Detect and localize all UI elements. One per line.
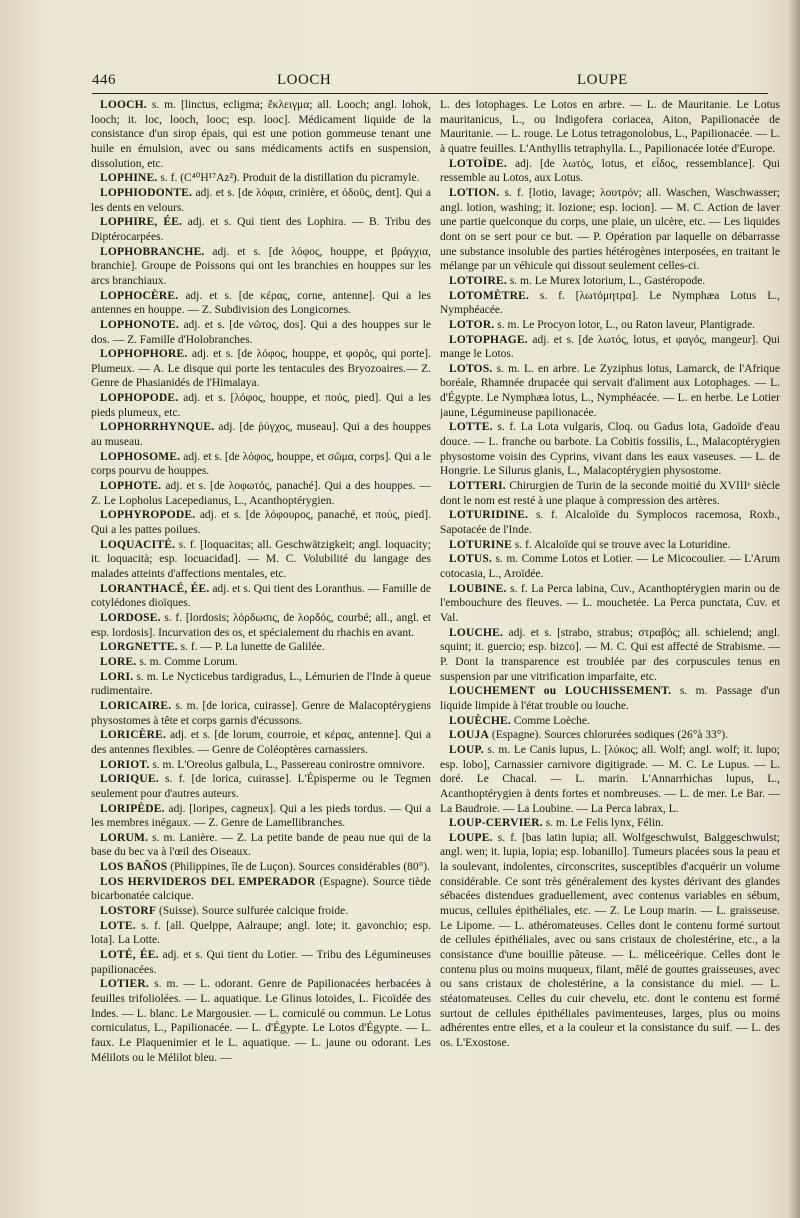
entry-headword: LOTOIRE. [449, 274, 507, 287]
entry-definition: s. m. [linctus, ecligma; ἔκλειγμα; all. Looch; angl. lohok, looch; it. loc, looch, looc; esp. looc]. Médicament liquide de la consistance d'un sirop épais, qui est une potion gommeuse tenant une huile en émulsion, avec ou sans médicaments actifs en suspension, dissolution, etc. [91, 99, 431, 170]
entry-headword: LOPHYROPODE. [100, 509, 196, 522]
dictionary-entry [440, 626, 780, 685]
entry-headword: LORE. [100, 655, 137, 668]
entry-headword: LOTOÏDE. [449, 157, 507, 170]
entry-definition: (Espagne). Sources chlorurées sodiques (26°à 33°). [491, 729, 729, 742]
dictionary-entry [91, 611, 431, 640]
entry-headword: LORIQUE. [100, 773, 159, 786]
entry-definition: s. f. Alcaloïde qui se trouve avec la Loturidine. [514, 538, 731, 551]
entry-definition: adj. et s. [de lorum, courroie, et κέρας, antenne]. Qui a des antennes flexibles. — Genre de Coléoptères carnassiers. [91, 729, 431, 756]
dictionary-entry [91, 919, 431, 948]
entry-definition: (Suisse). Source sulfurée calcique froide. [159, 905, 349, 918]
entry-headword: LOPHOSOME. [100, 450, 181, 463]
dictionary-entry [440, 98, 780, 157]
entry-headword: LOUBINE. [449, 582, 507, 595]
entry-headword: LOPHINE. [100, 172, 158, 185]
entry-headword: LORUM. [100, 831, 149, 844]
entry-definition: adj. [de λωτός, lotus, et εἶδος, ressemblance]. Qui ressemble au Lotos, aux Lotus. [440, 157, 780, 185]
entry-headword: LOS HERVIDEROS DEL EMPERADOR [100, 875, 316, 888]
entry-definition: s. f. La Lota vulgaris, Cloq. ou Gadus lota, Gadoïde d'eau douce. — L. franche ou barbote. La Cobitis fossilis, L., Malacoptérygien physostome voisin des Cyprins, vivant dans les eaux vaseuses. — L. de Hongrie. Le Silurus glanis, L., Malacoptérygien physostome. [440, 421, 780, 478]
entry-definition: s. m. Le Felis lynx, Félin. [545, 817, 664, 830]
dictionary-entry [440, 538, 780, 553]
dictionary-entry [440, 684, 780, 713]
entry-headword: LOPHOPHORE. [100, 348, 188, 361]
entry-definition: s. f. La Perca labina, Cuv., Acanthoptérygien marin ou de l'embouchure des fleuves. — L. mouchetée. La Perca punctata, Cuv. et Val. [440, 582, 780, 624]
entry-definition: adj. et s. [de λόφος, houppe, et φορός, qui porte]. Plumeux. — A. Le disque qui porte les tentacules des Bryozoaires.— Z. Genre de Phasianidés de l'Himalaya. [91, 348, 431, 390]
entry-headword: LOPHOTE. [100, 480, 162, 493]
dictionary-entry [91, 508, 431, 537]
dictionary-entry [440, 714, 780, 729]
entry-definition: L. des lotophages. Le Lotos en arbre. — L. de Mauritanie. Le Lotus mauritanicus, L., ou Indigofera coriacea, Aiton, Papilionacée de Mauritanie. — L. rouge. Le Lotus tetragonolobus, L., Papilionacée. — L. à quatre feuilles. L'Anthyllis tetraphylla. L., Papilionacée lotée d'Europe. [440, 99, 780, 155]
entry-definition: adj. et s. [de λόφος, houppe, et σῶμα, corps]. Qui a le corps pourvu de houppes. [91, 450, 431, 478]
dictionary-entry [91, 699, 431, 728]
entry-headword: LOUCHE. [449, 626, 504, 639]
entry-headword: LOTOMÈTRE. [449, 289, 530, 302]
entry-definition: s. f. [λωτόμητρα]. Le Nymphæa Lotus L., Nymphéacée. [440, 289, 780, 317]
entry-headword: LOTURINE [449, 538, 512, 551]
dictionary-entry [440, 420, 780, 479]
entry-definition: adj. [loripes, cagneux]. Qui a les pieds tordus. — Qui a les membres inégaux. — Z. Genre de Lamellibranches. [91, 802, 431, 830]
entry-headword: LOPHIRE, ÉE. [100, 216, 183, 229]
dictionary-entry [91, 479, 431, 508]
entry-headword: LOPHOPODE. [100, 392, 179, 405]
entry-headword: LOUP. [449, 743, 484, 756]
entry-definition: adj. et s. Qui tient du Lotier. — Tribu des Légumineuses papilionacées. [91, 949, 431, 976]
entry-definition: s. f. [lotio, lavage; λουτρόν; all. Waschen, Waschwasser; angl. lotion, washing; it. lozione; esp. locion]. — M. C. Action de laver une partie quelconque du corps, une plaie, un ulcère, etc. — Les liquides dont on se sert pour ce but. — P. Opération par laquelle on débarrasse une substance insoluble des parties hétérogènes interposées, en traitant le mélange par un véhicule qui dissout seulement celles-ci. [440, 186, 780, 273]
entry-headword: LOTION. [449, 186, 500, 199]
dictionary-entry [440, 743, 780, 816]
entry-definition: (Espagne). Source tiède bicarbonatée calcique. [91, 875, 431, 903]
entry-definition: adj. et s. [de λόφουρος, panaché, et πούς, pied]. Qui a les pattes poilues. [91, 509, 431, 537]
entry-headword: LOPHONOTE. [100, 318, 179, 331]
dictionary-entry [91, 904, 431, 919]
entry-definition: s. m. L. en arbre. Le Zyziphus lotus, Lamarck, de l'Afrique boréale, Rhamnée drupacée qui servait d'aliment aux Lotophages. — L. d'Égypte. Le Nymphæa lotus, L., Nymphéacée. — L. en herbe. Le Lotier jaune, Légumineuse papilionacée. [440, 362, 780, 419]
entry-headword: LOTTERI. [449, 480, 506, 493]
entry-definition: s. m. Le Nycticebus tardigradus, L., Lémurien de l'Inde à queue rudimentaire. [91, 670, 431, 698]
entry-headword: LOTUS. [449, 553, 493, 566]
dictionary-entry [91, 186, 431, 215]
entry-headword: LORGNETTE. [100, 641, 178, 654]
entry-headword: LOTURIDINE. [449, 509, 529, 522]
entry-definition: adj. et s. Qui tient des Lophira. — B. Tribu des Diptérocarpées. [91, 216, 431, 243]
entry-headword: LOS BAÑOS [100, 861, 168, 874]
entry-definition: adj. [de ῥύγχος, museau]. Qui a des houppes au museau. [91, 421, 431, 449]
entry-headword: LORIPÈDE. [100, 802, 165, 815]
dictionary-entry [440, 831, 780, 1051]
entry-definition: s. m. Le Canis lupus, L. [λύκος; all. Wolf; angl. wolf; it. lupo; esp. lobo], Carnassier carnivore digitigrade. — M. C. Le Lupus. — L. doré. Le Chacal. — L. marin. L'Annarrhichas lupus, L., Acanthoptérygien à dents fortes et nombreuses. — L. de mer. Le Bar. — La Baudroie. — La Loubine. — La Perca labrax, L. [440, 743, 780, 815]
entry-definition: adj. et s. [de λόφος, houppe, et βράγχια, branchie]. Groupe de Poissons qui ont les branchies en houppes sur les arcs branchiaux. [91, 245, 431, 287]
dictionary-entry [91, 450, 431, 479]
page-number: 446 [92, 72, 116, 88]
entry-definition: s. m. — L. odorant. Genre de Papilionacées herbacées à feuilles trifoliolées. — L. aquatique. Le Glinus lotoides, L. Ficoïdée des Indes. — L. blanc. Le Margousier. — L. corniculé ou commun. Le Lotus corniculatus, L., Papilionacée. — L. d'Égypte. Le Lotos d'Égypte. — L. faux. Le Plaquenimier et le L. aquatique. — L. jaune ou odorant. Les Mélilots ou le Mélilot bleu. — [91, 978, 431, 1064]
entry-definition: s. f. [bas latin lupia; all. Wolfgeschwulst, Balggeschwulst; angl. wen; it. lupia, lopia; esp. lobanillo]. Tumeurs placées sous la peau et la soulevant, indolentes, circonscrites, susceptibles d'acquérir un volume considérable. Ce sont très généralement des kystes dérivant des glandes sébacées distendues graduellement, avec contenus variables en sébum, mucus, cellules épithéliales, etc. — Z. Le Loup marin. — L. graisseuse. Le Lipome. — L. athéromateuses. Celles dont le contenu formé surtout de cellules épithéliales, avec ou sans cristaux de cholestérine, etc., a la consistance d'une bouillie pâteuse. — L. méliceérique. Celles dont le contenu plus ou moins muqueux, filant, mêlé de gouttes graisseuses, avec ou sans cristaux de cholestérine, a la consistance du miel. — L. stéatomateuses. Celles du cuir chevelu, etc. dont le contenu est formé surtout de cellules épithéliales pavimenteuses, larges, plus ou moins adhérentes entre elles, et a la couleur et la consistance du suif. — L. des os. L'Exostose. [440, 831, 780, 1049]
right-running-headword: LOUPE [577, 72, 628, 88]
entry-definition: adj. et s. [de κέρας, corne, antenne]. Qui a les antennes en houppe. — Z. Subdivision des Longicornes. [91, 289, 431, 317]
entry-headword: LORI. [100, 670, 134, 683]
entry-headword: LOOCH. [100, 99, 147, 111]
dictionary-entry [440, 362, 780, 421]
dictionary-entry [91, 758, 431, 773]
running-header [92, 72, 768, 94]
left-running-headword: LOOCH [277, 72, 332, 88]
entry-headword: LOTOR. [449, 318, 495, 331]
entry-definition: s. m. Le Murex lotorium, L., Gastéropode. [509, 274, 706, 287]
entry-headword: LORANTHACÉ, ÉE. [100, 582, 210, 595]
entry-headword: LORICAIRE. [100, 699, 172, 712]
entry-definition: s. f. Alcaloïde du Symplocos racemosa, Roxb., Sapotacée de l'Inde. [440, 509, 780, 537]
dictionary-entry [91, 640, 431, 655]
dictionary-entry [440, 582, 780, 626]
entry-definition: Chirurgien de Turin de la seconde moitié du XVIIIᵉ siècle dont le nom est resté à une plaque à compression des artères. [440, 480, 780, 507]
entry-definition: adj. et s. [λόφος, houppe, et πούς, pied]. Qui a les pieds plumeux, etc. [91, 392, 431, 419]
dictionary-entry [440, 479, 780, 508]
entry-definition: s. m. Comme Lotos et Lotier. — Le Micocoulier. — L'Arum cotocasia, L., Aroïdée. [440, 553, 780, 580]
entry-definition: s. f. [lordosis; λόρδωσις, de λορδός, courbé; all., angl. et esp. lordosis]. Incurvation des os, et spécialement du rhachis en avant. [91, 611, 431, 639]
dictionary-entry [440, 552, 780, 581]
dictionary-entry [91, 245, 431, 289]
dictionary-entry [91, 420, 431, 449]
dictionary-entry [91, 802, 431, 831]
entry-headword: LOPHOBRANCHE. [100, 245, 205, 258]
entry-headword: LORIOT. [100, 758, 150, 771]
dictionary-entry [91, 318, 431, 347]
dictionary-entry [91, 670, 431, 699]
dictionary-entry [440, 728, 780, 743]
dictionary-entry [91, 831, 431, 860]
dictionary-entry [91, 860, 431, 875]
right-column [440, 98, 780, 1188]
entry-definition: Comme Loèche. [513, 714, 590, 727]
dictionary-entry [91, 875, 431, 904]
entry-headword: LOUPE. [449, 831, 493, 844]
entry-definition: (Philippines, île de Luçon). Sources considérables (80°). [170, 861, 430, 874]
dictionary-entry [91, 98, 431, 171]
page-edge-shadow [788, 0, 800, 1218]
dictionary-entry [91, 582, 431, 611]
entry-definition: s. f. [all. Quelppe, Aalraupe; angl. lote; it. gavonchio; esp. lota]. La Lotte. [91, 919, 431, 947]
entry-headword: LOTE. [100, 919, 136, 932]
entry-headword: LORDOSE. [100, 611, 161, 624]
dictionary-entry [91, 171, 431, 186]
dictionary-entry [440, 289, 780, 318]
dictionary-entry [440, 816, 780, 831]
dictionary-entry [91, 391, 431, 420]
dictionary-entry [91, 948, 431, 977]
entry-headword: LOSTORF [100, 905, 157, 918]
entry-headword: LOUJA [449, 729, 489, 742]
entry-headword: LOTIER. [100, 978, 150, 991]
entry-definition: adj. et s. [de λωτός, lotus, et φαγός, mangeur]. Qui mange le Lotos. [440, 333, 780, 361]
dictionary-entry [440, 157, 780, 186]
entry-definition: s. m. Le Procyon lotor, L., ou Raton laveur, Plantigrade. [497, 318, 756, 331]
entry-definition: s. m. L'Oreolus galbula, L., Passereau conirostre omnivore. [152, 758, 425, 771]
dictionary-entry [91, 728, 431, 757]
entry-definition: adj. et s. [de λοφωτός, panaché]. Qui a des houppes. — Z. Le Lopholus Lacepedianus, L., Acanthoptérygien. [91, 480, 431, 507]
dictionary-entry [440, 274, 780, 289]
entry-headword: LOTTE. [449, 421, 493, 434]
entry-headword: LOUÈCHE. [449, 714, 511, 727]
entry-headword: LOUCHEMENT ou LOUCHISSEMENT. [449, 685, 672, 698]
entry-headword: LOPHORRHYNQUE. [100, 421, 215, 434]
dictionary-entry [440, 333, 780, 362]
entry-definition: s. m. Comme Lorum. [139, 655, 238, 668]
dictionary-entry [440, 318, 780, 333]
dictionary-entry [91, 977, 431, 1065]
entry-headword: LOQUACITÉ. [100, 538, 176, 551]
header-rule [92, 93, 768, 94]
left-column [91, 98, 431, 1188]
entry-definition: s. m. Passage d'un liquide limpide à l'état trouble ou louche. [440, 685, 780, 712]
dictionary-entry [440, 508, 780, 537]
entry-headword: LOPHIODONTE. [100, 186, 193, 199]
entry-headword: LOTÉ, ÉE. [100, 949, 159, 962]
entry-definition: adj. et s. [de λόφια, crinière, et ὀδοῦς, dent]. Qui a les dents en velours. [91, 186, 431, 214]
entry-headword: LOPHOCÈRE. [100, 289, 179, 302]
dictionary-entry [91, 655, 431, 670]
entry-definition: s. f. (C⁴⁰H¹⁷Az²). Produit de la distillation du picramyle. [160, 172, 420, 185]
dictionary-entry [91, 289, 431, 318]
entry-headword: LOUP-CERVIER. [449, 817, 543, 830]
entry-headword: LOTOPHAGE. [449, 333, 528, 346]
entry-definition: s. f. [loquacitas; all. Geschwätzigkeit; angl. loquacity; it. loquacità; esp. locuacidad]. — M. C. Volubilité du langage des malades atteints d'affections mentales, etc. [91, 538, 431, 580]
dictionary-entry [91, 772, 431, 801]
dictionary-entry [91, 538, 431, 582]
entry-definition: s. m. Lanière. — Z. La petite bande de peau nue qui de la base du bec va à l'œil des Oiseaux. [91, 831, 431, 859]
dictionary-entry [440, 186, 780, 274]
entry-definition: adj. et s. [de νῶτος, dos]. Qui a des houppes sur le dos. — Z. Famille d'Holobranches. [91, 318, 431, 346]
entry-definition: adj. et s. [strabo, strabus; στραβός; all. schielend; angl. squint; it. guercio; esp. bizco]. — M. C. Qui est affecté de Strabisme. — P. Dont la transparence est troublée par des corpuscules tenus en suspension par une vitrification imparfaite, etc. [440, 626, 780, 683]
entry-definition: s. f. [de lorica, cuirasse]. L'Épisperme ou le Tegmen seulement pour d'autres auteurs. [91, 773, 431, 800]
dictionary-entry [91, 215, 431, 244]
dictionary-entry [91, 347, 431, 391]
entry-headword: LOTOS. [449, 362, 493, 375]
entry-definition: s. f. — P. La lunette de Galilée. [180, 641, 325, 654]
entry-definition: s. m. [de lorica, cuirasse]. Genre de Malacoptérygiens physostomes à tête et corps garnis d'écussons. [91, 699, 431, 727]
entry-definition: adj. et s. Qui tient des Loranthus. — Famille de cotylédones dioïques. [91, 582, 431, 610]
entry-headword: LORICÈRE. [100, 729, 167, 742]
